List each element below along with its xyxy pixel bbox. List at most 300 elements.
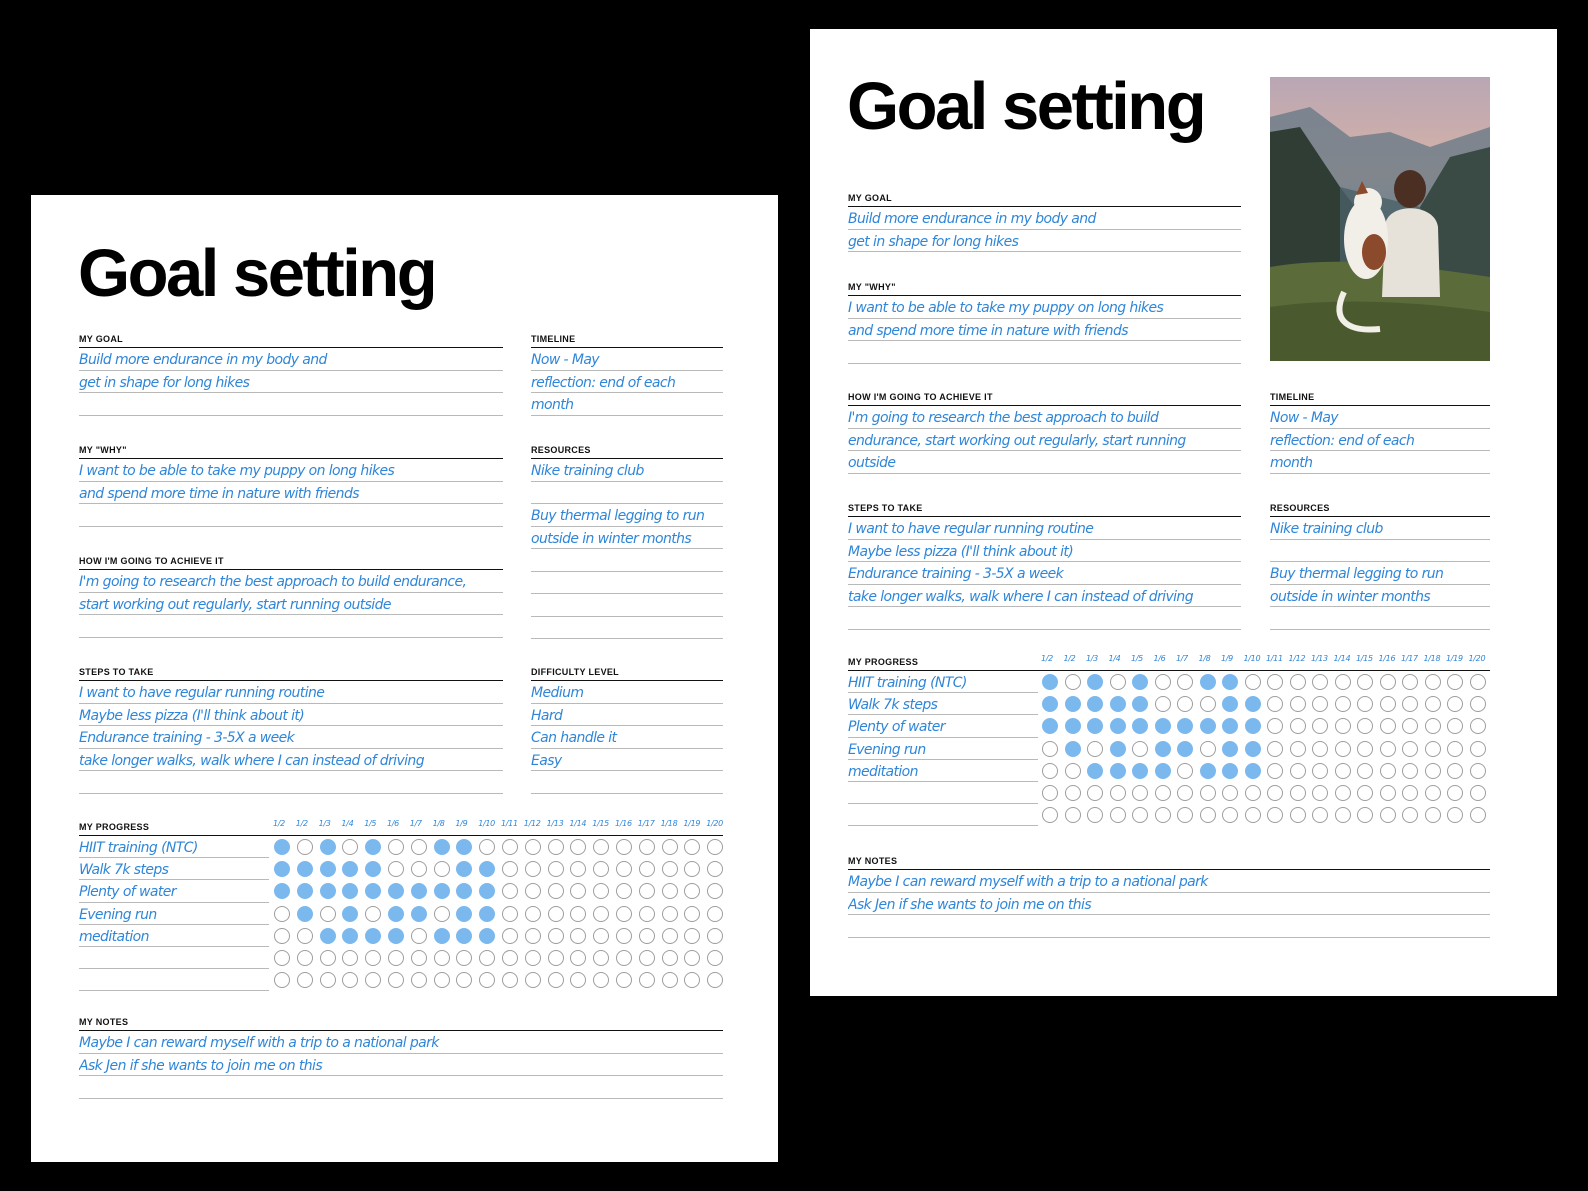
day-dot-empty[interactable] xyxy=(707,950,723,966)
date-label: 1/12 xyxy=(1288,654,1306,663)
day-dot-empty[interactable] xyxy=(456,950,472,966)
day-dot-filled[interactable] xyxy=(1132,763,1148,779)
day-dot-empty[interactable] xyxy=(1267,741,1283,757)
day-dot-empty[interactable] xyxy=(548,972,564,988)
day-dot-empty[interactable] xyxy=(1200,696,1216,712)
day-dot-empty[interactable] xyxy=(1380,741,1396,757)
day-dot-empty[interactable] xyxy=(1335,696,1351,712)
date-label: 1/2 xyxy=(295,819,308,828)
day-dot-empty[interactable] xyxy=(1447,696,1463,712)
day-dot-empty[interactable] xyxy=(1177,785,1193,801)
day-dot-filled[interactable] xyxy=(1222,718,1238,734)
day-dot-empty[interactable] xyxy=(684,883,700,899)
day-dot-filled[interactable] xyxy=(1245,741,1261,757)
habit-name: HIIT training (NTC) xyxy=(79,836,269,858)
day-dot-empty[interactable] xyxy=(1402,718,1418,734)
day-dot-filled[interactable] xyxy=(342,928,358,944)
day-dot-filled[interactable] xyxy=(1200,718,1216,734)
day-dot-empty[interactable] xyxy=(1470,741,1486,757)
handwritten-line xyxy=(531,617,723,640)
day-dot-empty[interactable] xyxy=(548,906,564,922)
day-dot-empty[interactable] xyxy=(707,883,723,899)
day-dot-empty[interactable] xyxy=(593,883,609,899)
handwritten-line xyxy=(79,1076,723,1099)
day-dot-filled[interactable] xyxy=(320,883,336,899)
day-dot-empty[interactable] xyxy=(1065,807,1081,823)
day-dot-empty[interactable] xyxy=(662,883,678,899)
day-dot-empty[interactable] xyxy=(684,839,700,855)
day-dot-empty[interactable] xyxy=(1425,785,1441,801)
day-dot-empty[interactable] xyxy=(434,906,450,922)
day-dot-filled[interactable] xyxy=(411,883,427,899)
day-dot-empty[interactable] xyxy=(662,928,678,944)
day-dot-empty[interactable] xyxy=(616,928,632,944)
day-dot-empty[interactable] xyxy=(342,972,358,988)
day-dot-filled[interactable] xyxy=(342,906,358,922)
day-dot-empty[interactable] xyxy=(525,906,541,922)
day-dot-empty[interactable] xyxy=(1312,763,1328,779)
day-dot-empty[interactable] xyxy=(388,950,404,966)
day-dot-filled[interactable] xyxy=(1110,741,1126,757)
day-dot-filled[interactable] xyxy=(1200,674,1216,690)
date-label: 1/2 xyxy=(1063,654,1076,663)
day-dot-empty[interactable] xyxy=(1425,718,1441,734)
day-dot-empty[interactable] xyxy=(684,928,700,944)
day-dot-empty[interactable] xyxy=(1267,674,1283,690)
day-dot-filled[interactable] xyxy=(1087,674,1103,690)
day-dot-empty[interactable] xyxy=(1110,785,1126,801)
day-dot-empty[interactable] xyxy=(1335,741,1351,757)
day-dot-empty[interactable] xyxy=(1245,674,1261,690)
day-dot-empty[interactable] xyxy=(1177,807,1193,823)
date-label: 1/7 xyxy=(1176,654,1188,663)
day-dot-filled[interactable] xyxy=(1177,741,1193,757)
habit-row xyxy=(79,858,723,880)
day-dot-empty[interactable] xyxy=(525,883,541,899)
day-dot-filled[interactable] xyxy=(274,861,290,877)
day-dot-empty[interactable] xyxy=(1267,696,1283,712)
day-dot-empty[interactable] xyxy=(593,972,609,988)
day-dot-empty[interactable] xyxy=(1222,785,1238,801)
day-dot-empty[interactable] xyxy=(684,906,700,922)
day-dot-empty[interactable] xyxy=(1290,741,1306,757)
day-dot-empty[interactable] xyxy=(320,972,336,988)
day-dot-empty[interactable] xyxy=(662,839,678,855)
day-dot-empty[interactable] xyxy=(1335,785,1351,801)
day-dot-filled[interactable] xyxy=(456,861,472,877)
day-dot-empty[interactable] xyxy=(434,861,450,877)
day-dot-filled[interactable] xyxy=(456,928,472,944)
day-dot-empty[interactable] xyxy=(365,906,381,922)
handwritten-line xyxy=(531,549,723,572)
day-dot-empty[interactable] xyxy=(1447,718,1463,734)
day-dot-filled[interactable] xyxy=(1222,741,1238,757)
day-dot-empty[interactable] xyxy=(1470,696,1486,712)
day-dot-empty[interactable] xyxy=(1177,696,1193,712)
day-dot-filled[interactable] xyxy=(274,839,290,855)
notes-label: MY NOTES xyxy=(848,855,1490,870)
day-dot-empty[interactable] xyxy=(1335,718,1351,734)
day-dot-empty[interactable] xyxy=(639,972,655,988)
date-label: 1/5 xyxy=(364,819,377,828)
day-dot-filled[interactable] xyxy=(479,906,495,922)
day-dot-empty[interactable] xyxy=(525,950,541,966)
day-dot-filled[interactable] xyxy=(456,906,472,922)
day-dot-filled[interactable] xyxy=(342,883,358,899)
day-dot-filled[interactable] xyxy=(456,883,472,899)
day-dot-empty[interactable] xyxy=(297,950,313,966)
day-dot-filled[interactable] xyxy=(1087,696,1103,712)
day-dot-empty[interactable] xyxy=(1267,718,1283,734)
day-dot-empty[interactable] xyxy=(1267,763,1283,779)
day-dot-empty[interactable] xyxy=(548,928,564,944)
day-dot-empty[interactable] xyxy=(1470,763,1486,779)
day-dot-empty[interactable] xyxy=(502,883,518,899)
day-dot-empty[interactable] xyxy=(639,839,655,855)
day-dot-empty[interactable] xyxy=(639,950,655,966)
day-dot-empty[interactable] xyxy=(1042,741,1058,757)
day-dot-empty[interactable] xyxy=(1402,807,1418,823)
day-dot-filled[interactable] xyxy=(434,928,450,944)
day-dot-empty[interactable] xyxy=(707,861,723,877)
day-dot-empty[interactable] xyxy=(639,861,655,877)
day-dot-empty[interactable] xyxy=(570,928,586,944)
day-dot-empty[interactable] xyxy=(1042,763,1058,779)
day-dot-empty[interactable] xyxy=(1380,807,1396,823)
day-dot-empty[interactable] xyxy=(1357,807,1373,823)
day-dot-empty[interactable] xyxy=(1042,807,1058,823)
day-dot-empty[interactable] xyxy=(1425,807,1441,823)
day-dot-filled[interactable] xyxy=(320,839,336,855)
day-dot-empty[interactable] xyxy=(1402,696,1418,712)
day-dot-empty[interactable] xyxy=(616,950,632,966)
day-dot-filled[interactable] xyxy=(434,839,450,855)
day-dot-empty[interactable] xyxy=(502,928,518,944)
habit-name: Evening run xyxy=(79,903,269,925)
day-dot-empty[interactable] xyxy=(570,906,586,922)
day-dot-empty[interactable] xyxy=(707,972,723,988)
day-dot-empty[interactable] xyxy=(1335,674,1351,690)
day-dot-empty[interactable] xyxy=(479,950,495,966)
day-dot-empty[interactable] xyxy=(1087,785,1103,801)
day-dot-filled[interactable] xyxy=(1245,696,1261,712)
day-dot-empty[interactable] xyxy=(684,861,700,877)
day-dot-empty[interactable] xyxy=(1447,785,1463,801)
day-dot-empty[interactable] xyxy=(274,906,290,922)
day-dot-empty[interactable] xyxy=(525,972,541,988)
day-dot-empty[interactable] xyxy=(1042,785,1058,801)
day-dot-empty[interactable] xyxy=(1357,741,1373,757)
day-dot-filled[interactable] xyxy=(1065,741,1081,757)
day-dot-empty[interactable] xyxy=(342,950,358,966)
day-dot-empty[interactable] xyxy=(1290,763,1306,779)
day-dot-filled[interactable] xyxy=(388,906,404,922)
day-dot-empty[interactable] xyxy=(388,839,404,855)
day-dot-empty[interactable] xyxy=(1470,785,1486,801)
day-dot-filled[interactable] xyxy=(388,883,404,899)
day-dot-empty[interactable] xyxy=(434,950,450,966)
day-dot-empty[interactable] xyxy=(1335,807,1351,823)
day-dot-empty[interactable] xyxy=(525,928,541,944)
day-dot-empty[interactable] xyxy=(1312,785,1328,801)
day-dot-empty[interactable] xyxy=(1245,807,1261,823)
day-dot-empty[interactable] xyxy=(1290,807,1306,823)
day-dot-filled[interactable] xyxy=(342,861,358,877)
day-dot-empty[interactable] xyxy=(1290,696,1306,712)
day-dot-empty[interactable] xyxy=(639,883,655,899)
day-dot-filled[interactable] xyxy=(1155,741,1171,757)
day-dot-filled[interactable] xyxy=(479,861,495,877)
day-dot-empty[interactable] xyxy=(1357,674,1373,690)
day-dot-empty[interactable] xyxy=(548,950,564,966)
day-dot-filled[interactable] xyxy=(320,928,336,944)
day-dot-empty[interactable] xyxy=(662,906,678,922)
day-dot-filled[interactable] xyxy=(411,906,427,922)
day-dot-empty[interactable] xyxy=(1425,674,1441,690)
day-dot-filled[interactable] xyxy=(297,883,313,899)
day-dot-empty[interactable] xyxy=(411,972,427,988)
day-dot-empty[interactable] xyxy=(388,861,404,877)
day-dot-empty[interactable] xyxy=(593,906,609,922)
day-dot-empty[interactable] xyxy=(1132,785,1148,801)
day-dot-filled[interactable] xyxy=(1042,718,1058,734)
day-dot-empty[interactable] xyxy=(1470,807,1486,823)
day-dot-empty[interactable] xyxy=(1132,807,1148,823)
day-dot-empty[interactable] xyxy=(1380,718,1396,734)
day-dot-empty[interactable] xyxy=(411,928,427,944)
day-dot-empty[interactable] xyxy=(1290,718,1306,734)
day-dot-empty[interactable] xyxy=(502,906,518,922)
day-dot-filled[interactable] xyxy=(1222,674,1238,690)
day-dot-empty[interactable] xyxy=(342,839,358,855)
day-dot-empty[interactable] xyxy=(1155,674,1171,690)
day-dot-empty[interactable] xyxy=(1380,696,1396,712)
day-dot-empty[interactable] xyxy=(707,928,723,944)
day-dot-empty[interactable] xyxy=(297,928,313,944)
day-dot-empty[interactable] xyxy=(1065,674,1081,690)
day-dot-empty[interactable] xyxy=(1425,696,1441,712)
day-dot-empty[interactable] xyxy=(570,972,586,988)
day-dot-empty[interactable] xyxy=(502,861,518,877)
day-dot-empty[interactable] xyxy=(616,972,632,988)
day-dot-filled[interactable] xyxy=(1110,696,1126,712)
day-dot-empty[interactable] xyxy=(274,950,290,966)
day-dot-empty[interactable] xyxy=(1380,674,1396,690)
day-dot-empty[interactable] xyxy=(502,839,518,855)
day-dot-empty[interactable] xyxy=(1110,674,1126,690)
day-dot-empty[interactable] xyxy=(297,839,313,855)
day-dot-empty[interactable] xyxy=(479,839,495,855)
day-dot-empty[interactable] xyxy=(1110,807,1126,823)
day-dot-filled[interactable] xyxy=(365,928,381,944)
day-dot-empty[interactable] xyxy=(548,861,564,877)
day-dot-empty[interactable] xyxy=(1402,763,1418,779)
day-dot-empty[interactable] xyxy=(1380,763,1396,779)
day-dot-filled[interactable] xyxy=(1110,763,1126,779)
day-dot-empty[interactable] xyxy=(662,950,678,966)
day-dot-empty[interactable] xyxy=(570,861,586,877)
day-dot-empty[interactable] xyxy=(1290,785,1306,801)
day-dot-filled[interactable] xyxy=(479,883,495,899)
day-dot-empty[interactable] xyxy=(1222,807,1238,823)
day-dot-empty[interactable] xyxy=(1267,807,1283,823)
day-dot-empty[interactable] xyxy=(593,950,609,966)
progress-tracker xyxy=(79,821,723,991)
day-dot-empty[interactable] xyxy=(297,972,313,988)
day-dot-empty[interactable] xyxy=(593,861,609,877)
day-dot-empty[interactable] xyxy=(1200,807,1216,823)
day-dot-empty[interactable] xyxy=(479,972,495,988)
day-dot-empty[interactable] xyxy=(525,839,541,855)
day-dot-filled[interactable] xyxy=(388,928,404,944)
day-dot-empty[interactable] xyxy=(593,928,609,944)
handwritten-line xyxy=(531,594,723,617)
day-dot-empty[interactable] xyxy=(1087,807,1103,823)
day-dot-empty[interactable] xyxy=(456,972,472,988)
day-dot-empty[interactable] xyxy=(616,861,632,877)
day-dot-filled[interactable] xyxy=(297,861,313,877)
day-dot-empty[interactable] xyxy=(1267,785,1283,801)
day-dot-empty[interactable] xyxy=(1200,785,1216,801)
day-dot-empty[interactable] xyxy=(1425,741,1441,757)
day-dot-empty[interactable] xyxy=(1335,763,1351,779)
day-dot-empty[interactable] xyxy=(1312,807,1328,823)
day-dot-filled[interactable] xyxy=(1042,696,1058,712)
day-dot-empty[interactable] xyxy=(548,839,564,855)
day-dot-filled[interactable] xyxy=(1110,718,1126,734)
day-dot-empty[interactable] xyxy=(1155,785,1171,801)
day-dot-empty[interactable] xyxy=(1447,741,1463,757)
day-dot-empty[interactable] xyxy=(1155,696,1171,712)
day-dot-empty[interactable] xyxy=(707,839,723,855)
day-dot-empty[interactable] xyxy=(434,972,450,988)
day-dot-empty[interactable] xyxy=(1312,718,1328,734)
day-dot-empty[interactable] xyxy=(274,928,290,944)
day-dot-filled[interactable] xyxy=(1132,674,1148,690)
day-dot-filled[interactable] xyxy=(1222,696,1238,712)
day-dot-empty[interactable] xyxy=(570,883,586,899)
day-dot-empty[interactable] xyxy=(320,906,336,922)
day-dot-empty[interactable] xyxy=(1402,741,1418,757)
day-dot-empty[interactable] xyxy=(525,861,541,877)
day-dot-empty[interactable] xyxy=(707,906,723,922)
steps-section xyxy=(848,502,1241,630)
day-dot-empty[interactable] xyxy=(1425,763,1441,779)
day-dot-empty[interactable] xyxy=(616,906,632,922)
day-dot-empty[interactable] xyxy=(616,883,632,899)
day-dot-filled[interactable] xyxy=(1132,718,1148,734)
day-dot-filled[interactable] xyxy=(1065,696,1081,712)
day-dot-empty[interactable] xyxy=(1177,763,1193,779)
day-dot-empty[interactable] xyxy=(570,950,586,966)
day-dot-empty[interactable] xyxy=(1447,763,1463,779)
day-dot-filled[interactable] xyxy=(1132,696,1148,712)
day-dot-filled[interactable] xyxy=(320,861,336,877)
day-dot-filled[interactable] xyxy=(1155,763,1171,779)
day-dot-empty[interactable] xyxy=(320,950,336,966)
day-dot-empty[interactable] xyxy=(639,906,655,922)
timeline-lines xyxy=(531,348,723,416)
day-dot-filled[interactable] xyxy=(274,883,290,899)
day-dot-filled[interactable] xyxy=(1222,763,1238,779)
day-dot-empty[interactable] xyxy=(548,883,564,899)
day-dot-empty[interactable] xyxy=(1402,674,1418,690)
day-dot-empty[interactable] xyxy=(1470,674,1486,690)
handwritten-line: Maybe I can reward myself with a trip to a national park xyxy=(79,1031,723,1054)
day-dot-empty[interactable] xyxy=(1155,807,1171,823)
day-dot-filled[interactable] xyxy=(1065,718,1081,734)
day-dot-empty[interactable] xyxy=(1402,785,1418,801)
day-dot-empty[interactable] xyxy=(1357,718,1373,734)
day-dot-filled[interactable] xyxy=(1177,718,1193,734)
day-dot-empty[interactable] xyxy=(684,972,700,988)
day-dot-empty[interactable] xyxy=(639,928,655,944)
day-dot-empty[interactable] xyxy=(593,839,609,855)
day-dot-empty[interactable] xyxy=(1177,674,1193,690)
day-dot-filled[interactable] xyxy=(1200,763,1216,779)
day-dot-empty[interactable] xyxy=(1065,785,1081,801)
day-dot-empty[interactable] xyxy=(365,950,381,966)
day-dot-empty[interactable] xyxy=(662,861,678,877)
day-dot-empty[interactable] xyxy=(1132,741,1148,757)
day-dot-empty[interactable] xyxy=(1357,696,1373,712)
day-dot-empty[interactable] xyxy=(388,972,404,988)
day-dot-filled[interactable] xyxy=(365,839,381,855)
day-dot-filled[interactable] xyxy=(365,861,381,877)
day-dot-empty[interactable] xyxy=(616,839,632,855)
day-dot-empty[interactable] xyxy=(1447,807,1463,823)
day-dot-empty[interactable] xyxy=(1290,674,1306,690)
day-dot-filled[interactable] xyxy=(1042,674,1058,690)
day-dot-filled[interactable] xyxy=(456,839,472,855)
day-dot-filled[interactable] xyxy=(479,928,495,944)
day-dot-empty[interactable] xyxy=(1312,696,1328,712)
day-dot-filled[interactable] xyxy=(365,883,381,899)
day-dot-empty[interactable] xyxy=(274,972,290,988)
day-dot-filled[interactable] xyxy=(297,906,313,922)
day-dot-empty[interactable] xyxy=(662,972,678,988)
day-dot-empty[interactable] xyxy=(1065,763,1081,779)
day-dot-empty[interactable] xyxy=(411,861,427,877)
day-dot-empty[interactable] xyxy=(411,839,427,855)
date-label: 1/2 xyxy=(1041,654,1053,663)
day-dot-empty[interactable] xyxy=(1357,763,1373,779)
day-dot-empty[interactable] xyxy=(570,839,586,855)
day-dot-filled[interactable] xyxy=(1087,718,1103,734)
day-dot-empty[interactable] xyxy=(1087,741,1103,757)
day-dot-empty[interactable] xyxy=(1470,718,1486,734)
day-dot-filled[interactable] xyxy=(434,883,450,899)
day-dot-filled[interactable] xyxy=(1245,763,1261,779)
day-dot-empty[interactable] xyxy=(502,972,518,988)
day-dot-empty[interactable] xyxy=(1447,674,1463,690)
day-dot-empty[interactable] xyxy=(1312,741,1328,757)
day-dot-empty[interactable] xyxy=(411,950,427,966)
day-dot-filled[interactable] xyxy=(1087,763,1103,779)
notes-section xyxy=(848,855,1490,938)
day-dot-empty[interactable] xyxy=(502,950,518,966)
day-dot-empty[interactable] xyxy=(1380,785,1396,801)
achieve-label: HOW I'M GOING TO ACHIEVE IT xyxy=(79,555,503,570)
day-dot-empty[interactable] xyxy=(365,972,381,988)
day-dot-empty[interactable] xyxy=(1357,785,1373,801)
day-dot-filled[interactable] xyxy=(1155,718,1171,734)
day-dot-empty[interactable] xyxy=(1200,741,1216,757)
day-dot-filled[interactable] xyxy=(1245,718,1261,734)
day-dot-empty[interactable] xyxy=(1312,674,1328,690)
day-dot-empty[interactable] xyxy=(684,950,700,966)
day-dot-empty[interactable] xyxy=(1245,785,1261,801)
